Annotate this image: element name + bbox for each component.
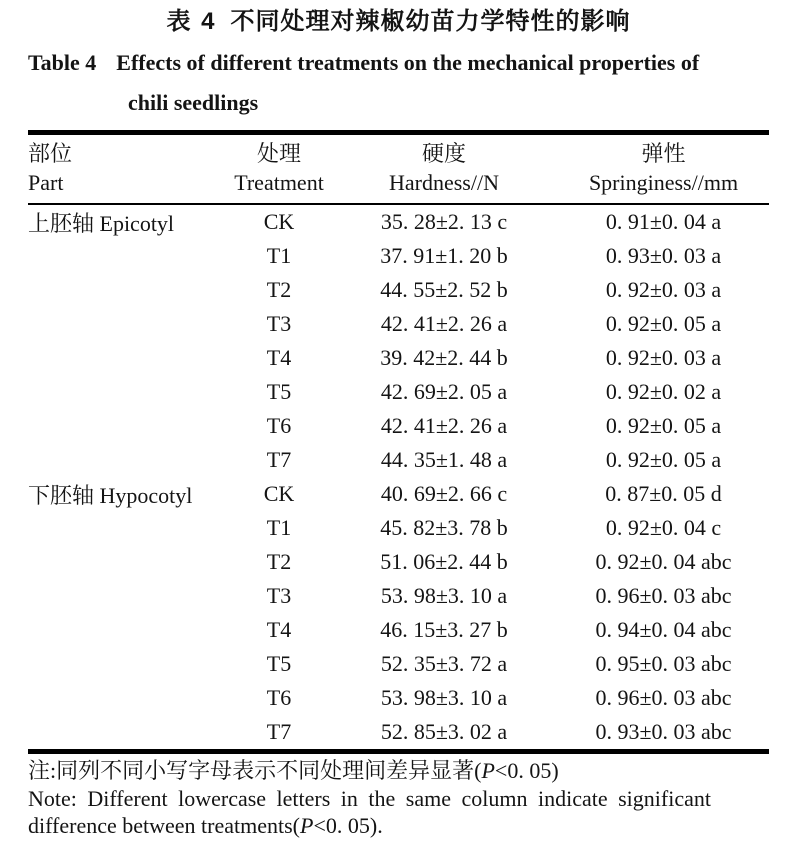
table-row (28, 341, 769, 375)
column-header-treatment-zh: 处理 (256, 141, 301, 166)
table-row (28, 273, 769, 307)
treatment-cell: T6 (266, 685, 292, 710)
springiness-cell: 0. 92±0. 05 a (605, 311, 722, 336)
table-row (28, 511, 769, 545)
treatment-cell: T3 (266, 583, 292, 608)
hardness-cell: 39. 42±2. 44 b (380, 345, 508, 370)
note-en-pvalue: <0. 05). (313, 813, 383, 838)
table-row (28, 545, 769, 579)
column-header-part-en: Part (28, 170, 64, 195)
hardness-cell: 40. 69±2. 66 c (380, 481, 508, 506)
table-row (28, 307, 769, 341)
hardness-cell: 45. 82±3. 78 b (380, 515, 508, 540)
hardness-cell: 42. 41±2. 26 a (380, 311, 508, 336)
springiness-cell: 0. 92±0. 02 a (605, 379, 722, 404)
part-cell (28, 341, 228, 375)
table-row (28, 204, 769, 239)
springiness-cell: 0. 92±0. 05 a (605, 413, 722, 438)
table-title-zh-text: 不同处理对辣椒幼苗力学特性的影响 (230, 8, 631, 35)
column-header-springiness-zh: 弹性 (641, 141, 686, 166)
part-cell (28, 545, 228, 579)
springiness-cell: 0. 91±0. 04 a (605, 209, 722, 234)
table-row (28, 443, 769, 477)
hardness-cell: 52. 35±3. 72 a (380, 651, 508, 676)
part-cell (28, 647, 228, 681)
hardness-cell: 44. 35±1. 48 a (380, 447, 508, 472)
part-cell (28, 579, 228, 613)
treatment-cell: T7 (266, 719, 292, 744)
note-zh (28, 757, 769, 785)
note-zh-p-symbol: P (481, 758, 495, 783)
treatment-cell: T1 (266, 515, 292, 540)
treatment-cell: T1 (266, 243, 292, 268)
treatment-cell: T5 (266, 651, 292, 676)
column-header-hardness (330, 133, 558, 205)
note-zh-text: 注:同列不同小写字母表示不同处理间差异显著( (28, 758, 482, 783)
part-cell (28, 409, 228, 443)
column-header-part (28, 133, 228, 205)
table-row (28, 613, 769, 647)
mechanical-properties-table (28, 130, 769, 754)
table-row (28, 375, 769, 409)
treatment-cell: T2 (266, 277, 292, 302)
hardness-cell: 35. 28±2. 13 c (380, 209, 508, 234)
part-cell (28, 273, 228, 307)
table-title-en-line1 (28, 48, 769, 78)
treatment-cell: T7 (266, 447, 292, 472)
column-header-hardness-zh: 硬度 (421, 141, 466, 166)
treatment-cell: T2 (266, 549, 292, 574)
table-row (28, 715, 769, 752)
hardness-cell: 53. 98±3. 10 a (380, 685, 508, 710)
treatment-cell: CK (263, 481, 295, 506)
treatment-cell: T3 (266, 311, 292, 336)
table-header-row (28, 133, 769, 205)
hardness-cell: 42. 41±2. 26 a (380, 413, 508, 438)
column-header-treatment (228, 133, 330, 205)
note-en-line1: Note: Different lowercase letters in the same column indicate significant (28, 786, 711, 811)
treatment-cell: T6 (266, 413, 292, 438)
springiness-cell: 0. 96±0. 03 abc (595, 583, 732, 608)
note-en-line2 (28, 812, 769, 839)
column-header-part-zh: 部位 (28, 141, 73, 166)
hardness-cell: 51. 06±2. 44 b (380, 549, 508, 574)
table-number-zh: 表 4 (166, 8, 217, 35)
part-cell (28, 375, 228, 409)
part-cell: 上胚轴 Epicotyl (28, 210, 175, 236)
table-number-en: Table 4 (28, 50, 97, 75)
springiness-cell: 0. 92±0. 04 abc (595, 549, 732, 574)
table-title-en-text: Effects of different treatments on the mechanical properties of (116, 50, 700, 75)
springiness-cell: 0. 92±0. 03 a (605, 277, 722, 302)
springiness-cell: 0. 92±0. 04 c (605, 515, 722, 540)
column-header-springiness-en: Springiness//mm (588, 170, 739, 195)
part-cell (28, 443, 228, 477)
hardness-cell: 37. 91±1. 20 b (380, 243, 508, 268)
column-header-treatment-en: Treatment (234, 170, 324, 195)
springiness-cell: 0. 92±0. 05 a (605, 447, 722, 472)
table-row (28, 579, 769, 613)
note-en-p-symbol: P (300, 813, 314, 838)
treatment-cell: T4 (266, 345, 292, 370)
hardness-cell: 46. 15±3. 27 b (380, 617, 508, 642)
table-row (28, 239, 769, 273)
column-header-hardness-en: Hardness//N (389, 170, 499, 195)
part-cell (28, 715, 228, 752)
springiness-cell: 0. 92±0. 03 a (605, 345, 722, 370)
springiness-cell: 0. 94±0. 04 abc (595, 617, 732, 642)
hardness-cell: 42. 69±2. 05 a (380, 379, 508, 404)
part-cell: 下胚轴 Hypocotyl (28, 482, 193, 508)
column-header-springiness (558, 133, 769, 205)
table-title-en-line2: chili seedlings (128, 90, 259, 115)
part-cell (28, 613, 228, 647)
table-row (28, 647, 769, 681)
treatment-cell: CK (263, 209, 295, 234)
hardness-cell: 52. 85±3. 02 a (380, 719, 508, 744)
springiness-cell: 0. 93±0. 03 a (605, 243, 722, 268)
note-zh-pvalue: <0. 05) (494, 758, 559, 783)
table-row (28, 681, 769, 715)
part-cell (28, 511, 228, 545)
hardness-cell: 44. 55±2. 52 b (380, 277, 508, 302)
part-cell (28, 307, 228, 341)
note-en-line2-text: difference between treatments( (28, 813, 301, 838)
table-title-zh (28, 6, 769, 38)
springiness-cell: 0. 95±0. 03 abc (595, 651, 732, 676)
springiness-cell: 0. 96±0. 03 abc (595, 685, 732, 710)
table-row (28, 477, 769, 511)
table-row (28, 409, 769, 443)
table-notes (28, 757, 769, 839)
treatment-cell: T5 (266, 379, 292, 404)
part-cell (28, 681, 228, 715)
springiness-cell: 0. 93±0. 03 abc (595, 719, 732, 744)
springiness-cell: 0. 87±0. 05 d (605, 481, 722, 506)
treatment-cell: T4 (266, 617, 292, 642)
part-cell (28, 239, 228, 273)
hardness-cell: 53. 98±3. 10 a (380, 583, 508, 608)
table-body (28, 204, 769, 752)
